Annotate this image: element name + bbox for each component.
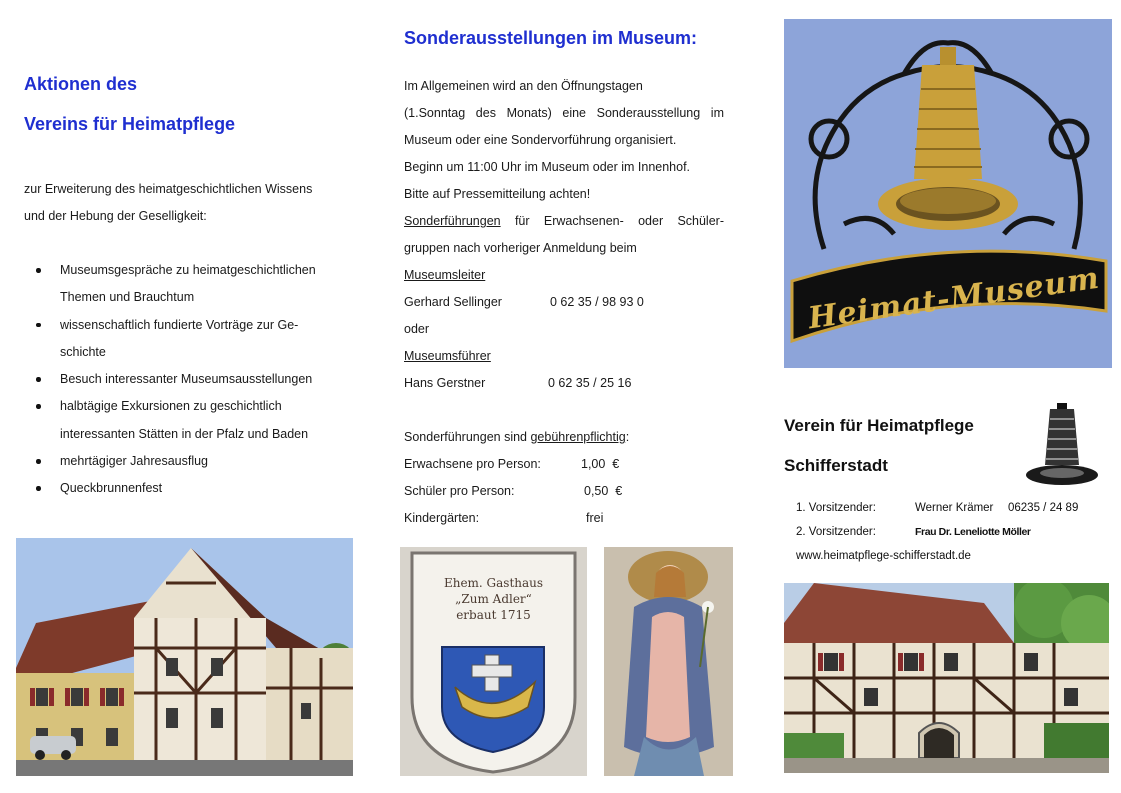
plaque-line1: Ehem. Gasthaus <box>443 576 544 590</box>
chair2-name: Frau Dr. Leneliotte Möller <box>915 526 1031 538</box>
left-intro <box>24 176 312 230</box>
list-item-text: Besuch interessanter Museumsausstellungen <box>60 372 313 387</box>
para-line: (1.Sonntag des Monats) eine Sonderausstellung im <box>404 106 724 120</box>
bell-logo-icon <box>1024 403 1100 487</box>
activities-list <box>24 257 344 503</box>
fee-row <box>404 451 724 478</box>
bullet-icon <box>36 486 41 491</box>
para-line: Im Allgemeinen wird an den Öffnungstagen <box>404 79 643 93</box>
para-line: Museum oder eine Sondervorführung organisiert. <box>404 133 677 147</box>
fee-label: Erwachsene pro Person: <box>404 457 541 471</box>
fee-label: Schüler pro Person: <box>404 484 515 498</box>
list-item-text: wissenschaftlich fundierte Vorträge zur Ge- <box>60 317 299 332</box>
fees-word: gebührenpflichtig <box>530 430 626 444</box>
madonna-statue-photo <box>604 547 733 776</box>
fee-value: 0,50 € <box>584 484 623 498</box>
fee-row <box>404 505 724 532</box>
para-line: Beginn um 11:00 Uhr im Museum oder im Innenhof. <box>404 160 691 174</box>
left-intro-line1: zur Erweiterung des heimatgeschichtlichen Wissens <box>24 182 313 196</box>
org-name <box>784 406 974 486</box>
list-item-text: interessanten Stätten in der Pfalz und Baden <box>60 426 309 441</box>
list-item <box>24 366 344 393</box>
sign-text: Heimat-Museum <box>806 260 1102 337</box>
fuehrung-rest: für Erwachsenen- oder Schüler- <box>514 214 724 228</box>
list-item-text: schichte <box>60 344 106 359</box>
fuehrer-phone: 0 62 35 / 25 16 <box>548 376 632 390</box>
left-title-line1: Aktionen des <box>24 74 138 94</box>
org-line1: Verein für Heimatpflege <box>784 416 974 435</box>
leiter-contact <box>404 289 724 316</box>
bullet-icon <box>36 323 41 328</box>
list-item <box>24 257 344 312</box>
museum-building-photo <box>16 538 353 776</box>
fees-heading <box>404 424 724 451</box>
leiter-phone: 0 62 35 / 98 93 0 <box>550 295 644 309</box>
leiter-name: Gerhard Sellinger <box>404 295 502 309</box>
fee-label: Kindergärten: <box>404 511 480 525</box>
bullet-icon <box>36 268 41 273</box>
chair1-name: Werner Krämer <box>915 502 994 514</box>
oder-text: oder <box>404 322 430 336</box>
middle-text-block <box>404 73 724 532</box>
contacts <box>796 496 1078 568</box>
fuehrung-line <box>404 208 724 235</box>
chair2-label: 2. Vorsitzender: <box>796 526 876 538</box>
plaque-line2: „Zum Adler“ <box>455 592 532 606</box>
bullet-icon <box>36 404 41 409</box>
fuehrung-word: Sonderführungen <box>404 214 501 228</box>
fuehrer-name: Hans Gerstner <box>404 376 486 390</box>
org-line2: Schifferstadt <box>784 456 888 475</box>
bullet-icon <box>36 377 41 382</box>
left-title <box>24 64 235 144</box>
chair2-row <box>796 520 1078 544</box>
fees-prefix: Sonderführungen sind <box>404 430 531 444</box>
fuehrung-line2: gruppen nach vorheriger Anmeldung beim <box>404 241 637 255</box>
list-item <box>24 312 344 367</box>
list-item <box>24 393 344 448</box>
bullet-icon <box>36 459 41 464</box>
heimat-museum-sign-photo <box>784 19 1112 368</box>
chair1-label: 1. Vorsitzender: <box>796 502 876 514</box>
website-link[interactable]: www.heimatpflege-schifferstadt.de <box>796 550 971 562</box>
chair1-row <box>796 496 1078 520</box>
fees-suffix: : <box>625 430 630 444</box>
fuehrer-label: Museumsführer <box>404 349 491 363</box>
list-item <box>24 475 344 502</box>
chair1-phone: 06235 / 24 89 <box>1008 502 1079 514</box>
left-title-line2: Vereins für Heimatpflege <box>24 114 236 134</box>
left-intro-line2: und der Hebung der Geselligkeit: <box>24 209 207 223</box>
middle-title: Sonderausstellungen im Museum: <box>404 28 698 48</box>
fee-row <box>404 478 724 505</box>
fee-value: 1,00 € <box>581 457 620 471</box>
list-item-text: mehrtägiger Jahresausflug <box>60 454 208 469</box>
fuehrer-contact <box>404 370 724 397</box>
list-item-text: halbtägige Exkursionen zu geschichtlich <box>60 399 282 414</box>
leiter-label: Museumsleiter <box>404 268 486 282</box>
list-item-text: Museumsgespräche zu heimatgeschichtlichen <box>60 263 316 277</box>
plaque-line3: erbaut 1715 <box>456 608 531 622</box>
para-line: Bitte auf Pressemitteilung achten! <box>404 187 591 201</box>
list-item-text: Themen und Brauchtum <box>60 290 195 305</box>
list-item-text: Queckbrunnenfest <box>60 481 163 496</box>
list-item <box>24 448 344 475</box>
plaque-text <box>400 575 587 623</box>
gasthaus-plaque-photo <box>400 547 587 776</box>
bell-logo <box>1024 403 1100 487</box>
courtyard-photo <box>784 583 1109 773</box>
fee-value: frei <box>586 511 604 525</box>
